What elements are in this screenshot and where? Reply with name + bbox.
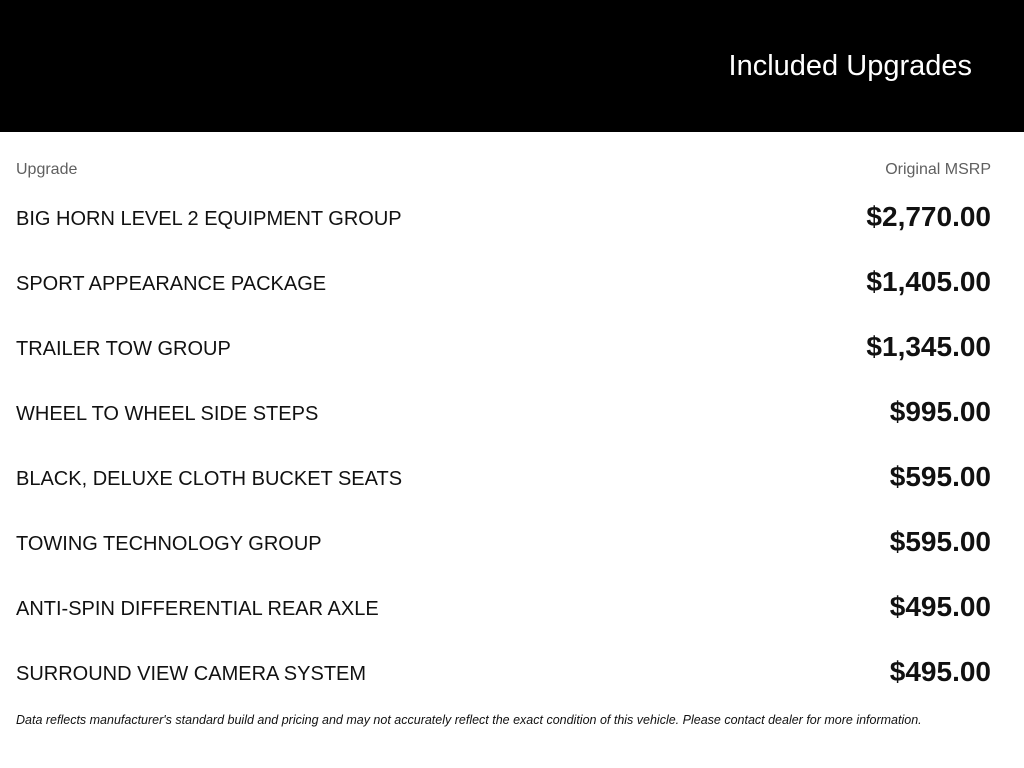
- upgrade-name: ANTI-SPIN DIFFERENTIAL REAR AXLE: [16, 598, 379, 620]
- upgrade-row: [0, 641, 1024, 706]
- upgrade-price: $995.00: [889, 396, 991, 427]
- upgrade-name: TOWING TECHNOLOGY GROUP: [16, 533, 322, 555]
- upgrade-price: $1,345.00: [866, 331, 991, 362]
- header-bar: [0, 0, 1024, 132]
- disclaimer-footnote: Data reflects manufacturer's standard build and pricing and may not accurately reflect the exact condition of this vehicle. Please contact dealer for more information.: [16, 713, 922, 727]
- column-header-upgrade: Upgrade: [16, 161, 78, 178]
- upgrade-row: [0, 186, 1024, 251]
- upgrade-name: BIG HORN LEVEL 2 EQUIPMENT GROUP: [16, 208, 402, 230]
- upgrade-name: TRAILER TOW GROUP: [16, 338, 231, 360]
- upgrade-row: [0, 446, 1024, 511]
- upgrade-name: WHEEL TO WHEEL SIDE STEPS: [16, 403, 319, 425]
- column-header-msrp: Original MSRP: [885, 161, 991, 178]
- upgrade-price: $495.00: [889, 656, 991, 687]
- upgrades-list: [0, 186, 1024, 706]
- upgrade-name: SURROUND VIEW CAMERA SYSTEM: [16, 663, 367, 685]
- upgrade-price: $595.00: [889, 526, 991, 557]
- upgrade-price: $2,770.00: [866, 201, 991, 232]
- upgrade-row: [0, 316, 1024, 381]
- upgrade-row: [0, 576, 1024, 641]
- upgrade-price: $495.00: [889, 591, 991, 622]
- page-title: Included Upgrades: [728, 50, 972, 82]
- upgrade-name: SPORT APPEARANCE PACKAGE: [16, 273, 327, 295]
- upgrade-name: BLACK, DELUXE CLOTH BUCKET SEATS: [16, 468, 403, 490]
- upgrade-row: [0, 251, 1024, 316]
- upgrade-price: $595.00: [889, 461, 991, 492]
- upgrade-row: [0, 511, 1024, 576]
- upgrade-row: [0, 381, 1024, 446]
- upgrade-price: $1,405.00: [866, 266, 991, 297]
